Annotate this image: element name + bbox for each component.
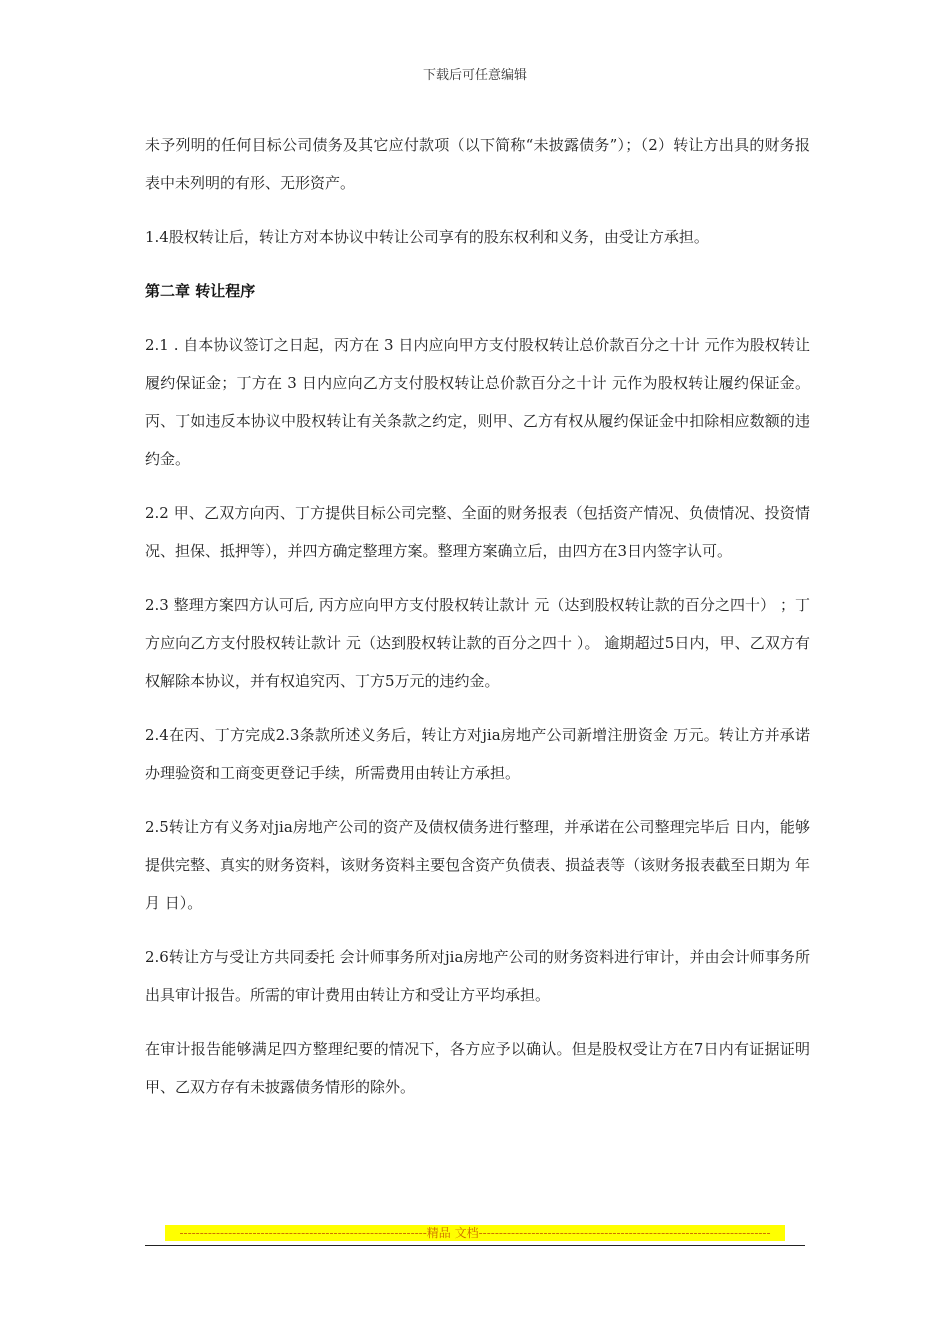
- section-2-3: 2.3 整理方案四方认可后, 丙方应向甲方支付股权转让款计 元（达到股权转让款的百分之四十） ；丁方应向乙方支付股权转让款计 元（达到股权转让款的百分之四十 ）。 逾期超过5日内，甲、乙双方有权解除本协议，并有权追究丙、丁方5万元的违约金。: [145, 596, 810, 690]
- section-2-1: 2.1 . 自本协议签订之日起，丙方在 3 日内应向甲方支付股权转让总价款百分之十计 元作为股权转让履约保证金；丁方在 3 日内应向乙方支付股权转让总价款百分之十计 元作为股权转让履约保证金。丙、丁如违反本协议中股权转让有关条款之约定，则甲、乙方有权从履约保证金中扣除相应数额的违约金。: [145, 336, 810, 468]
- chapter-heading: 第二章 转让程序: [145, 282, 256, 300]
- section-2-2: 2.2 甲、乙双方向丙、丁方提供目标公司完整、全面的财务报表（包括资产情况、负债情况、投资情况、担保、抵押等），并四方确定整理方案。整理方案确立后，由四方在3日内签字认可。: [145, 504, 810, 560]
- footer-divider: [145, 1245, 805, 1246]
- section-2-5: 2.5转让方有义务对jia房地产公司的资产及债权债务进行整理，并承诺在公司整理完毕后 日内，能够提供完整、真实的财务资料，该财务资料主要包含资产负债表、损益表等（该财务报表截至日期为 年 月 日）。: [145, 818, 815, 912]
- paragraph-audit-confirmation: 在审计报告能够满足四方整理纪要的情况下，各方应予以确认。但是股权受让方在7日内有证据证明甲、乙双方存有未披露债务情形的除外。: [145, 1040, 810, 1096]
- paragraph-unlisted-debts: 未予列明的任何目标公司债务及其它应付款项（以下简称“未披露债务”）；（2）转让方出具的财务报表中未列明的有形、无形资产。: [145, 136, 810, 192]
- footer-banner: -------------------------------------------------------------精品 文档------------------------------------------------------------------------: [165, 1225, 785, 1241]
- paragraph-1-4: 1.4股权转让后，转让方对本协议中转让公司享有的股东权利和义务，由受让方承担。: [145, 228, 709, 246]
- document-body: [145, 126, 815, 1122]
- page-header: 下载后可任意编辑: [422, 68, 527, 83]
- section-2-4: 2.4在丙、丁方完成2.3条款所述义务后，转让方对jia房地产公司新增注册资金 万元。转让方并承诺办理验资和工商变更登记手续，所需费用由转让方承担。: [145, 726, 810, 782]
- page-footer: [145, 1225, 805, 1246]
- section-2-6: 2.6转让方与受让方共同委托 会计师事务所对jia房地产公司的财务资料进行审计，并由会计师事务所出具审计报告。所需的审计费用由转让方和受让方平均承担。: [145, 948, 810, 1004]
